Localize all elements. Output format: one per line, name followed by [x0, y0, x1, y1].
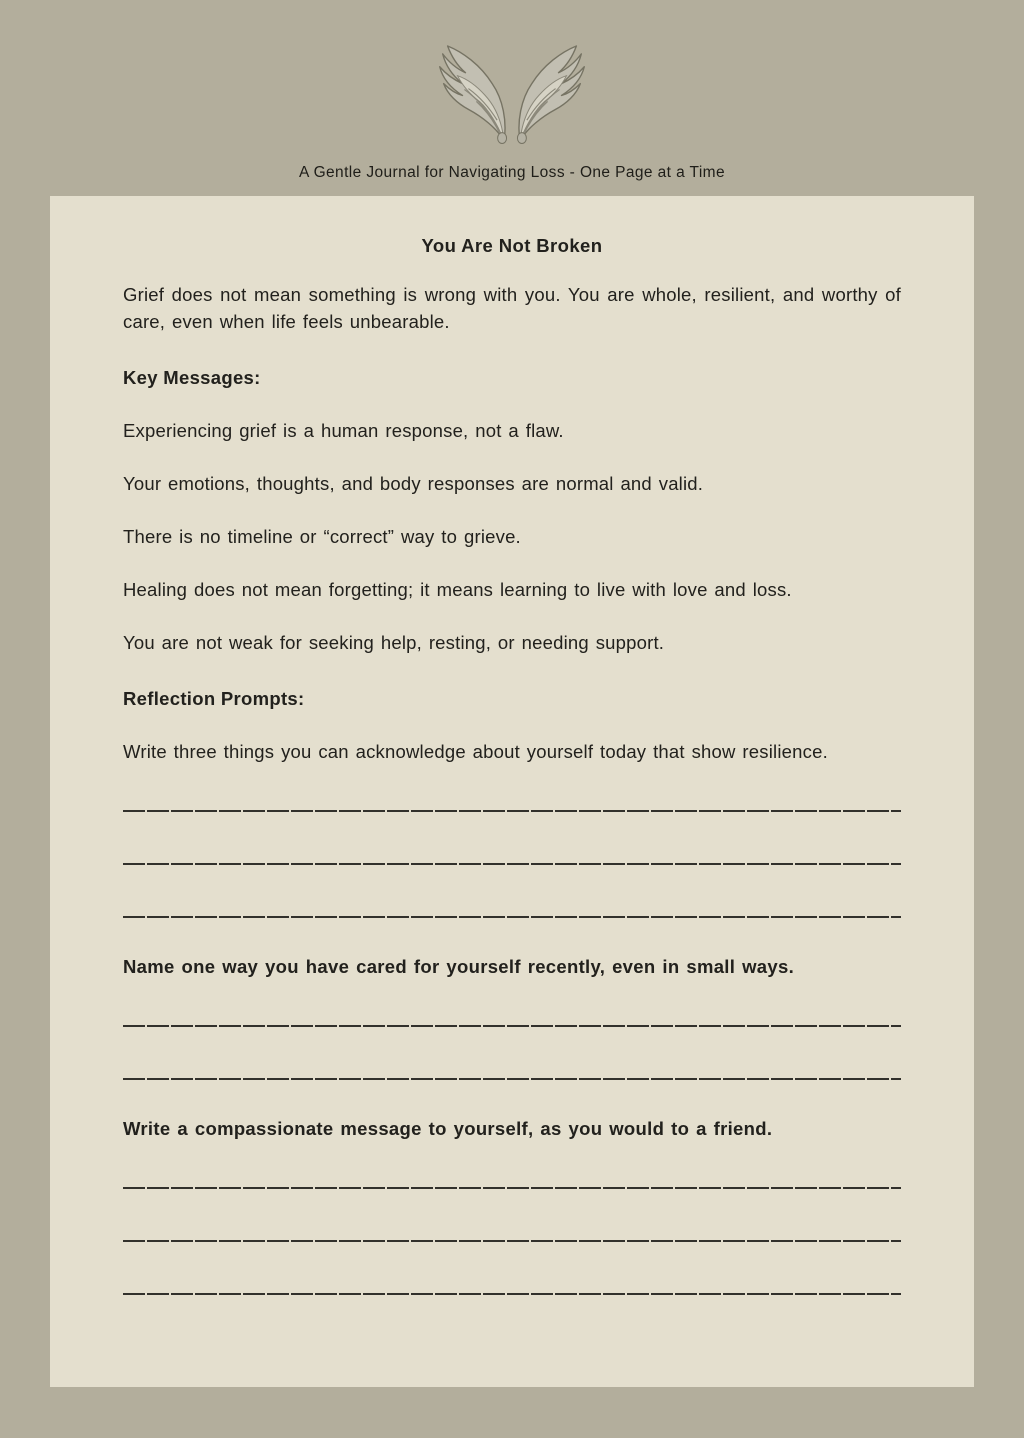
writing-line [123, 1033, 901, 1086]
key-message: Healing does not mean forgetting; it means learning to live with love and loss. [123, 579, 792, 600]
writing-line [123, 871, 901, 924]
page-title: You Are Not Broken [421, 235, 603, 256]
journal-tagline: A Gentle Journal for Navigating Loss - One Page at a Time [298, 164, 726, 181]
writing-line [123, 1248, 901, 1301]
key-message: There is no timeline or “correct” way to grieve. [123, 526, 521, 547]
key-message: Experiencing grief is a human response, not a flaw. [123, 420, 564, 441]
key-message: Your emotions, thoughts, and body responses are normal and valid. [123, 473, 704, 494]
writing-line [123, 765, 901, 818]
intro-paragraph: Grief does not mean something is wrong with you. You are whole, resilient, and worthy of care, even when life feels unbearable. [123, 284, 901, 332]
reflection-prompt: Write a compassionate message to yourself, as you would to a friend. [123, 1118, 773, 1139]
writing-lines-group [123, 765, 901, 924]
journal-header [0, 0, 1024, 196]
writing-line [123, 818, 901, 871]
writing-lines-group [123, 1142, 901, 1301]
angel-wings-icon [426, 42, 598, 146]
writing-line [123, 980, 901, 1033]
reflection-prompts-heading: Reflection Prompts: [123, 688, 305, 709]
writing-lines-group [123, 980, 901, 1086]
writing-line [123, 1142, 901, 1195]
reflection-prompts [123, 738, 901, 1301]
key-message: You are not weak for seeking help, resting, or needing support. [123, 632, 665, 653]
key-messages-heading: Key Messages: [123, 367, 261, 388]
journal-card [50, 196, 974, 1387]
writing-line [123, 1195, 901, 1248]
reflection-prompt: Write three things you can acknowledge about yourself today that show resilience. [123, 741, 828, 762]
reflection-prompt: Name one way you have cared for yourself recently, even in small ways. [123, 956, 795, 977]
key-messages-list [123, 417, 901, 656]
